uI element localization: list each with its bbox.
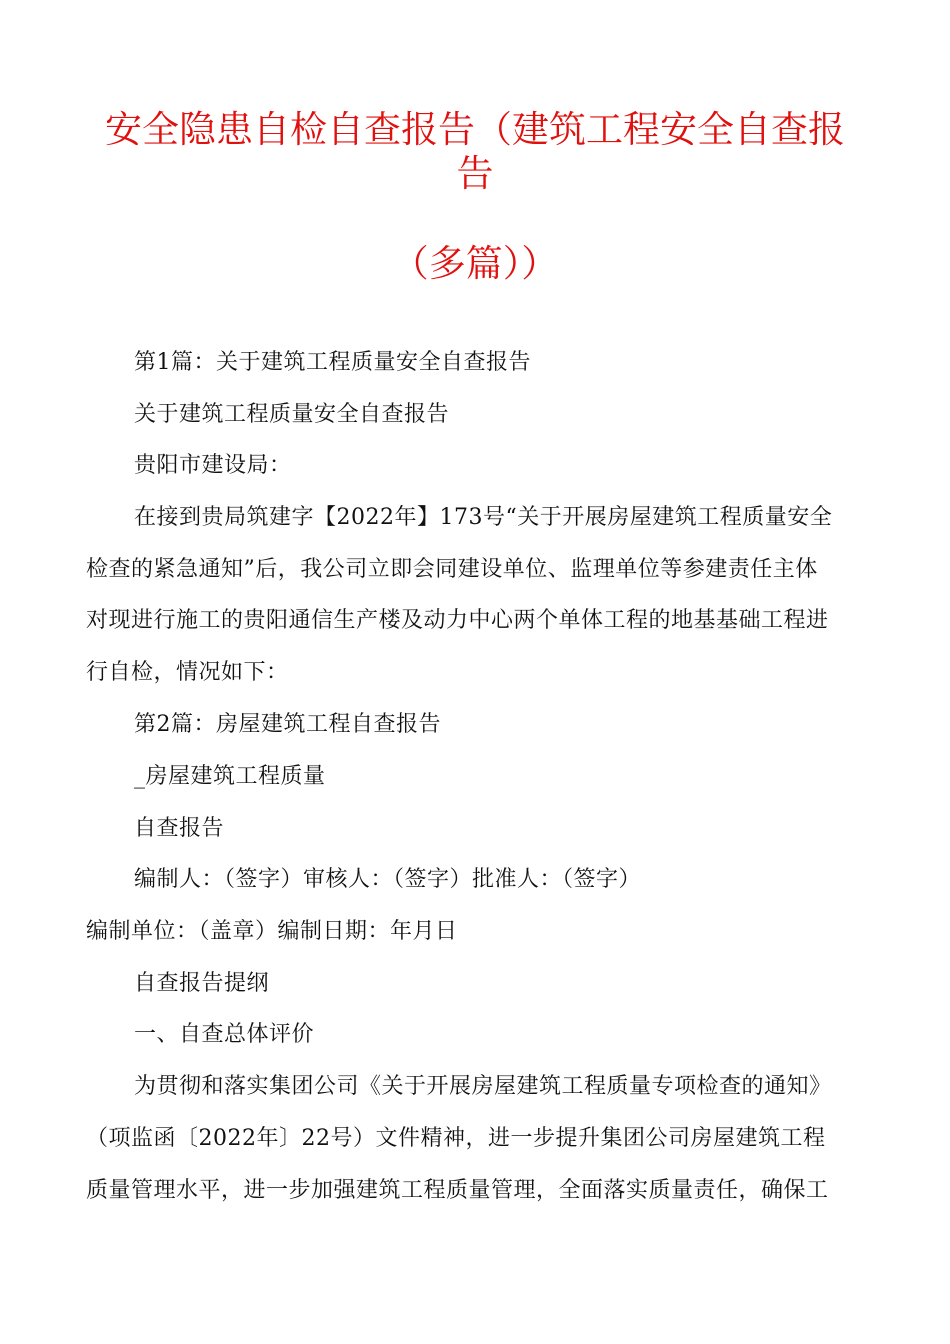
body-line: 检查的紧急通知”后，我公司立即会同建设单位、监理单位等参建责任主体 bbox=[86, 557, 818, 582]
section-heading-2: 第2篇：房屋建筑工程自查报告 bbox=[134, 712, 441, 737]
body-line: 为贯彻和落实集团公司《关于开展房屋建筑工程质量专项检查的通知》 bbox=[134, 1074, 832, 1099]
body-line: 对现进行施工的贵阳通信生产楼及动力中心两个单体工程的地基基础工程进 bbox=[86, 608, 829, 633]
outline-item: 一、自查总体评价 bbox=[134, 1022, 315, 1047]
signature-line: 编制人：（签字）审核人：（签字）批准人：（签字） bbox=[134, 867, 642, 892]
unit-date-line: 编制单位：（盖章）编制日期：年月日 bbox=[86, 919, 458, 944]
body-line: _房屋建筑工程质量 bbox=[134, 764, 326, 789]
body-line: （项监函〔2022年〕22号）文件精神，进一步提升集团公司房屋建筑工程 bbox=[86, 1126, 826, 1151]
body-line: 行自检，情况如下： bbox=[86, 660, 289, 685]
addressee: 贵阳市建设局： bbox=[134, 453, 292, 478]
body-line: 质量管理水平，进一步加强建筑工程质量管理，全面落实质量责任，确保工 bbox=[86, 1178, 829, 1203]
body-line: 自查报告 bbox=[134, 816, 225, 841]
body-line: 在接到贵局筑建字【2022年】173号“关于开展房屋建筑工程质量安全 bbox=[134, 505, 833, 530]
section-heading-1: 第1篇：关于建筑工程质量安全自查报告 bbox=[134, 350, 531, 375]
document-title-line-2: 告 bbox=[456, 152, 494, 195]
outline-heading: 自查报告提纲 bbox=[134, 971, 270, 996]
report-title: 关于建筑工程质量安全自查报告 bbox=[134, 402, 450, 427]
document-title-line-3: （多篇）） bbox=[391, 242, 559, 285]
document-title-line-1: 安全隐患自检自查报告（建筑工程安全自查报 bbox=[105, 108, 845, 151]
